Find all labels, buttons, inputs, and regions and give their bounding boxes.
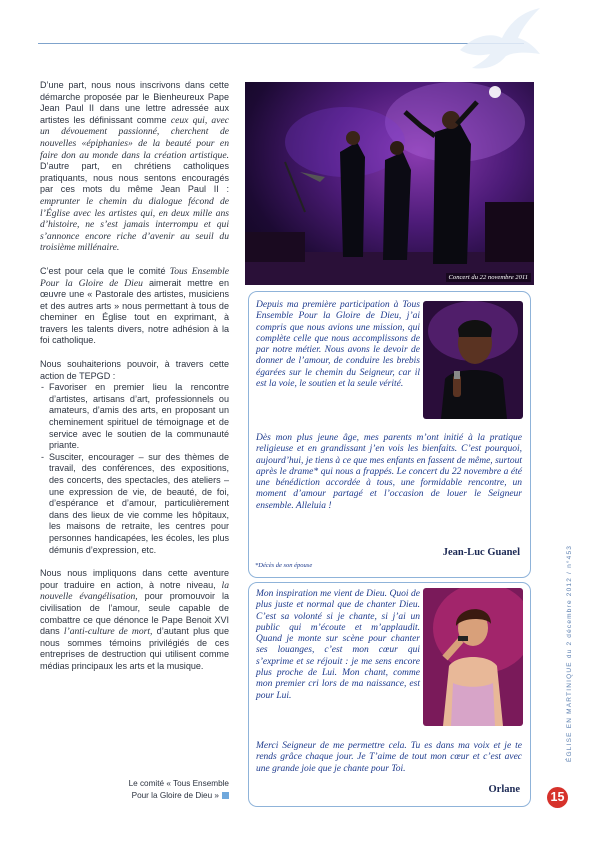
paragraph-2: C’est pour cela que le comité Tous Ensemble Pour la Gloire de Dieu aimerait mettre en œuvre une « Pastorale des artistes, musiciens et des autres arts » nous permettant à tous de cheminer en Église tout en exprimant, à travers les talents divers, notre adhésion à la foi catholique.	[40, 265, 229, 346]
list-item: - Favoriser en premier lieu la rencontre d’artistes, artisans d’art, professionnels ou amateurs, d’amis des arts, en proposant un cheminement spirituel de témoignage et de service avec le soutien de la communauté priante.	[40, 382, 229, 452]
end-mark-icon	[222, 792, 229, 799]
portrait-orlane	[423, 588, 523, 726]
concert-illustration	[245, 82, 534, 285]
issue-sidebar: ÉGLISE EN MARTINIQUE du 2 décembre 2012 / n°453	[566, 544, 573, 762]
footnote: *Décès de son épouse	[255, 562, 313, 569]
paragraph-1: D’une part, nous nous inscrivons dans cette démarche proposée par le Bienheureux Pape Jean Paul II dans une lettre adressée aux artistes les définissant comme ceux qui, avec un dévouement passionné, cherchent de nouvelles «épiphanies» de la beauté pour en faire don au monde dans la création artistique. D’autre part, en chrétiens catholiques pratiquants, nous nous sentons encouragés par ces mots du même Jean Paul II : emprunter le chemin du dialogue fécond de l’Église avec les artistes qui, en deux mille ans d’histoire, ne s’est jamais interrompu et qui s’annonce encore riche d’avenir au seuil du troisième millénaire.	[40, 80, 229, 254]
action-list	[40, 382, 229, 556]
article-body	[40, 80, 229, 685]
paragraph-4: Nous nous impliquons dans cette aventure pour traduire en action, à notre niveau, la nouvelle évangélisation, pour promouvoir la civilisation de l’amour, seule capable de combattre ce que dénonce le Pape Benoit XVI dans l’anti-culture de mort, d’autant plus que nous sommes témoins privilégiés de ces entreprises de destruction qui utilisent comme médias principaux les arts et la musique.	[40, 568, 229, 671]
dove-icon	[452, 6, 544, 72]
paragraph-3: Nous souhaiterions pouvoir, à travers cette action de TEPGD :	[40, 359, 229, 381]
testimony-jean-luc: Depuis ma première participation à Tous Ensemble Pour la Gloire de Dieu, j’ai compris que nous avions une mission, qui complète celle que nous accomplissons de par notre métier. Nous avons le devoir de donner de l’amour, de conduire les brebis égarées sur le chemin du Seigneur, car il est la voie, le soutien et la seule vérité. Dès mon plus jeune âge, mes parents m’ont initié à la pratique religieuse et en grandissant j’en vois les bienfaits. C’est pourquoi, aujourd’hui, je tiens à ce que mes enfants en fassent de même, surtout après le drame* qui nous a frappés. Le concert du 22 novembre a été une bénédiction accordée à tous, une formidable rencontre, un moment d’amour partagé et l’occasion de louer le Seigneur ensemble. Alleluia ! Jean-Luc Guanel *Décès de son épouse	[248, 291, 531, 578]
concert-photo	[245, 82, 534, 285]
portrait-jean-luc	[423, 301, 523, 419]
author-jean-luc: Jean-Luc Guanel	[442, 547, 520, 558]
testimony-orlane: Mon inspiration me vient de Dieu. Quoi de plus juste et normal que de chanter Dieu. C’est sa volonté si je chante, si j’ai un public qui m’écoute et m’applaudit. Quand je monte sur scène pour chanter ses louanges, c’est mon cœur qui s’exprime et se réjouit : je me sens encore plus proche de Lui. Mon chant, comme mon premier cri lors de ma naissance, est pour Lui. Merci Seigneur de me permettre cela. Tu es dans ma voix et je te rends grâce chaque jour. Je T’aime de tout mon cœur et c’est avec une grande joie que je chante pour Toi. Orlane	[248, 582, 531, 807]
photo-caption: Concert du 22 novembre 2011	[446, 273, 531, 282]
author-orlane: Orlane	[488, 784, 520, 795]
article-signature: Le comité « Tous Ensemble Pour la Gloire de Dieu »	[128, 779, 229, 800]
list-item: - Susciter, encourager – sur des thèmes de travail, des conférences, des expositions, des concerts, des spectacles, des ateliers – une expression de vie, de beauté, de foi, d’espérance et d’amour, particulièrement dans des lieux de vie comme les hôpitaux, les maisons de retraite, les centres pour personnes handicapées, les écoles, les plus démunis d’expression, etc.	[40, 452, 229, 556]
page-number-badge: 15	[547, 787, 568, 808]
